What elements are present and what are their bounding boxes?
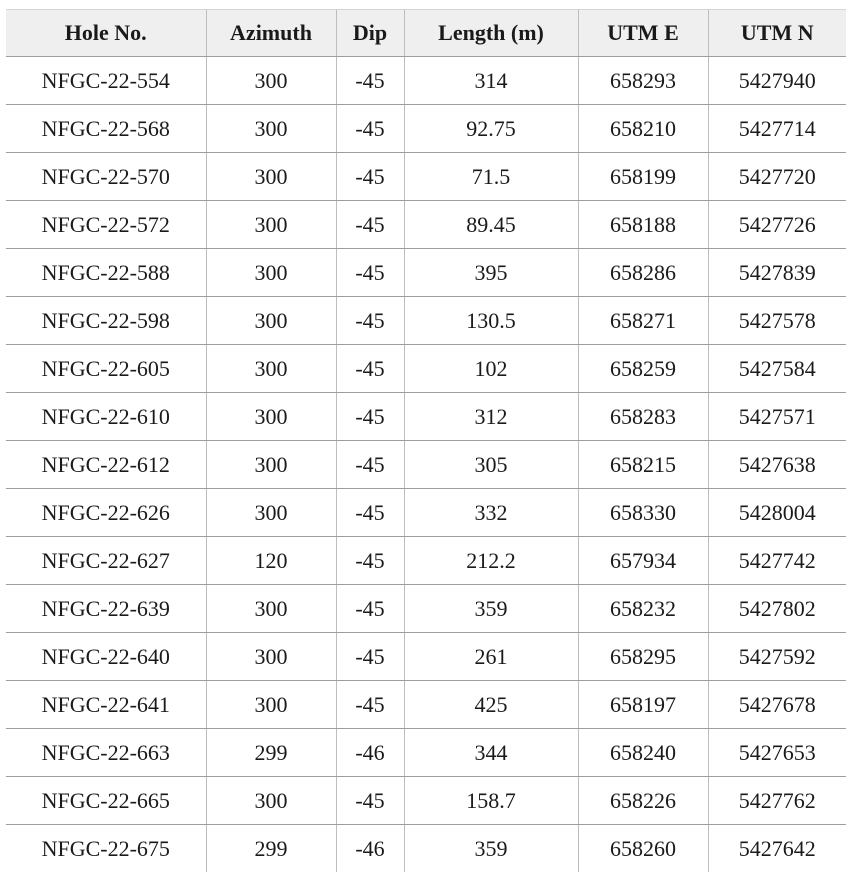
cell-length: 312 xyxy=(404,393,578,441)
cell-dip: -45 xyxy=(336,489,404,537)
cell-azimuth: 300 xyxy=(206,633,336,681)
cell-utm-e: 658286 xyxy=(578,249,708,297)
cell-utm-e: 658283 xyxy=(578,393,708,441)
cell-utm-n: 5427584 xyxy=(708,345,846,393)
table-row xyxy=(6,57,846,105)
cell-utm-e: 658330 xyxy=(578,489,708,537)
cell-hole-no: NFGC-22-568 xyxy=(6,105,206,153)
cell-utm-n: 5427592 xyxy=(708,633,846,681)
cell-utm-n: 5427642 xyxy=(708,825,846,872)
cell-azimuth: 300 xyxy=(206,681,336,729)
cell-utm-n: 5427839 xyxy=(708,249,846,297)
cell-utm-n: 5427742 xyxy=(708,537,846,585)
cell-azimuth: 300 xyxy=(206,105,336,153)
cell-utm-e: 658293 xyxy=(578,57,708,105)
cell-dip: -45 xyxy=(336,201,404,249)
cell-utm-n: 5427762 xyxy=(708,777,846,825)
table-row xyxy=(6,489,846,537)
cell-length: 261 xyxy=(404,633,578,681)
cell-utm-n: 5427940 xyxy=(708,57,846,105)
cell-length: 102 xyxy=(404,345,578,393)
table-row xyxy=(6,825,846,872)
cell-azimuth: 300 xyxy=(206,393,336,441)
cell-dip: -45 xyxy=(336,585,404,633)
cell-utm-n: 5427653 xyxy=(708,729,846,777)
cell-dip: -45 xyxy=(336,393,404,441)
header-utm-n: UTM N xyxy=(708,10,846,57)
table-row xyxy=(6,153,846,201)
header-hole-no: Hole No. xyxy=(6,10,206,57)
cell-length: 359 xyxy=(404,825,578,872)
cell-utm-e: 658259 xyxy=(578,345,708,393)
table-row xyxy=(6,633,846,681)
table-row xyxy=(6,729,846,777)
cell-azimuth: 300 xyxy=(206,777,336,825)
cell-dip: -45 xyxy=(336,681,404,729)
cell-hole-no: NFGC-22-626 xyxy=(6,489,206,537)
cell-utm-e: 658240 xyxy=(578,729,708,777)
cell-dip: -45 xyxy=(336,777,404,825)
table-row xyxy=(6,777,846,825)
cell-utm-n: 5427571 xyxy=(708,393,846,441)
cell-dip: -45 xyxy=(336,537,404,585)
cell-utm-e: 658226 xyxy=(578,777,708,825)
cell-azimuth: 300 xyxy=(206,297,336,345)
table-row xyxy=(6,441,846,489)
cell-length: 305 xyxy=(404,441,578,489)
cell-hole-no: NFGC-22-663 xyxy=(6,729,206,777)
cell-hole-no: NFGC-22-627 xyxy=(6,537,206,585)
table-row xyxy=(6,345,846,393)
cell-hole-no: NFGC-22-639 xyxy=(6,585,206,633)
cell-azimuth: 300 xyxy=(206,57,336,105)
header-length: Length (m) xyxy=(404,10,578,57)
cell-utm-e: 658199 xyxy=(578,153,708,201)
cell-azimuth: 300 xyxy=(206,201,336,249)
cell-hole-no: NFGC-22-665 xyxy=(6,777,206,825)
cell-dip: -45 xyxy=(336,345,404,393)
cell-utm-e: 658215 xyxy=(578,441,708,489)
drill-hole-table xyxy=(6,9,846,872)
cell-utm-n: 5428004 xyxy=(708,489,846,537)
cell-length: 395 xyxy=(404,249,578,297)
cell-utm-n: 5427802 xyxy=(708,585,846,633)
cell-utm-n: 5427714 xyxy=(708,105,846,153)
cell-length: 212.2 xyxy=(404,537,578,585)
table-row xyxy=(6,201,846,249)
cell-utm-n: 5427678 xyxy=(708,681,846,729)
cell-utm-e: 658232 xyxy=(578,585,708,633)
table-header xyxy=(6,10,846,57)
cell-dip: -45 xyxy=(336,153,404,201)
table-row xyxy=(6,105,846,153)
cell-azimuth: 300 xyxy=(206,585,336,633)
cell-hole-no: NFGC-22-572 xyxy=(6,201,206,249)
cell-length: 314 xyxy=(404,57,578,105)
cell-length: 71.5 xyxy=(404,153,578,201)
cell-utm-n: 5427720 xyxy=(708,153,846,201)
cell-azimuth: 299 xyxy=(206,729,336,777)
cell-azimuth: 300 xyxy=(206,345,336,393)
cell-azimuth: 300 xyxy=(206,153,336,201)
cell-length: 92.75 xyxy=(404,105,578,153)
cell-utm-e: 658295 xyxy=(578,633,708,681)
cell-utm-e: 658210 xyxy=(578,105,708,153)
cell-length: 344 xyxy=(404,729,578,777)
cell-hole-no: NFGC-22-554 xyxy=(6,57,206,105)
cell-hole-no: NFGC-22-675 xyxy=(6,825,206,872)
header-azimuth: Azimuth xyxy=(206,10,336,57)
cell-utm-e: 657934 xyxy=(578,537,708,585)
cell-hole-no: NFGC-22-610 xyxy=(6,393,206,441)
table-row xyxy=(6,585,846,633)
cell-utm-n: 5427638 xyxy=(708,441,846,489)
cell-length: 332 xyxy=(404,489,578,537)
cell-hole-no: NFGC-22-640 xyxy=(6,633,206,681)
cell-azimuth: 299 xyxy=(206,825,336,872)
cell-utm-e: 658271 xyxy=(578,297,708,345)
cell-dip: -46 xyxy=(336,825,404,872)
cell-hole-no: NFGC-22-641 xyxy=(6,681,206,729)
cell-length: 425 xyxy=(404,681,578,729)
drill-hole-table-container xyxy=(6,9,846,872)
cell-azimuth: 300 xyxy=(206,441,336,489)
table-row xyxy=(6,681,846,729)
cell-utm-e: 658197 xyxy=(578,681,708,729)
table-body xyxy=(6,57,846,872)
header-utm-e: UTM E xyxy=(578,10,708,57)
header-dip: Dip xyxy=(336,10,404,57)
cell-dip: -45 xyxy=(336,633,404,681)
cell-dip: -45 xyxy=(336,249,404,297)
cell-utm-e: 658260 xyxy=(578,825,708,872)
cell-dip: -46 xyxy=(336,729,404,777)
cell-utm-e: 658188 xyxy=(578,201,708,249)
cell-azimuth: 300 xyxy=(206,249,336,297)
table-row xyxy=(6,249,846,297)
cell-length: 89.45 xyxy=(404,201,578,249)
cell-hole-no: NFGC-22-588 xyxy=(6,249,206,297)
cell-dip: -45 xyxy=(336,441,404,489)
cell-hole-no: NFGC-22-570 xyxy=(6,153,206,201)
cell-hole-no: NFGC-22-612 xyxy=(6,441,206,489)
cell-hole-no: NFGC-22-598 xyxy=(6,297,206,345)
header-row xyxy=(6,10,846,57)
cell-utm-n: 5427578 xyxy=(708,297,846,345)
cell-hole-no: NFGC-22-605 xyxy=(6,345,206,393)
cell-length: 158.7 xyxy=(404,777,578,825)
table-row xyxy=(6,393,846,441)
cell-length: 359 xyxy=(404,585,578,633)
cell-dip: -45 xyxy=(336,105,404,153)
cell-dip: -45 xyxy=(336,57,404,105)
table-row xyxy=(6,297,846,345)
cell-utm-n: 5427726 xyxy=(708,201,846,249)
cell-dip: -45 xyxy=(336,297,404,345)
cell-length: 130.5 xyxy=(404,297,578,345)
cell-azimuth: 120 xyxy=(206,537,336,585)
table-row xyxy=(6,537,846,585)
cell-azimuth: 300 xyxy=(206,489,336,537)
